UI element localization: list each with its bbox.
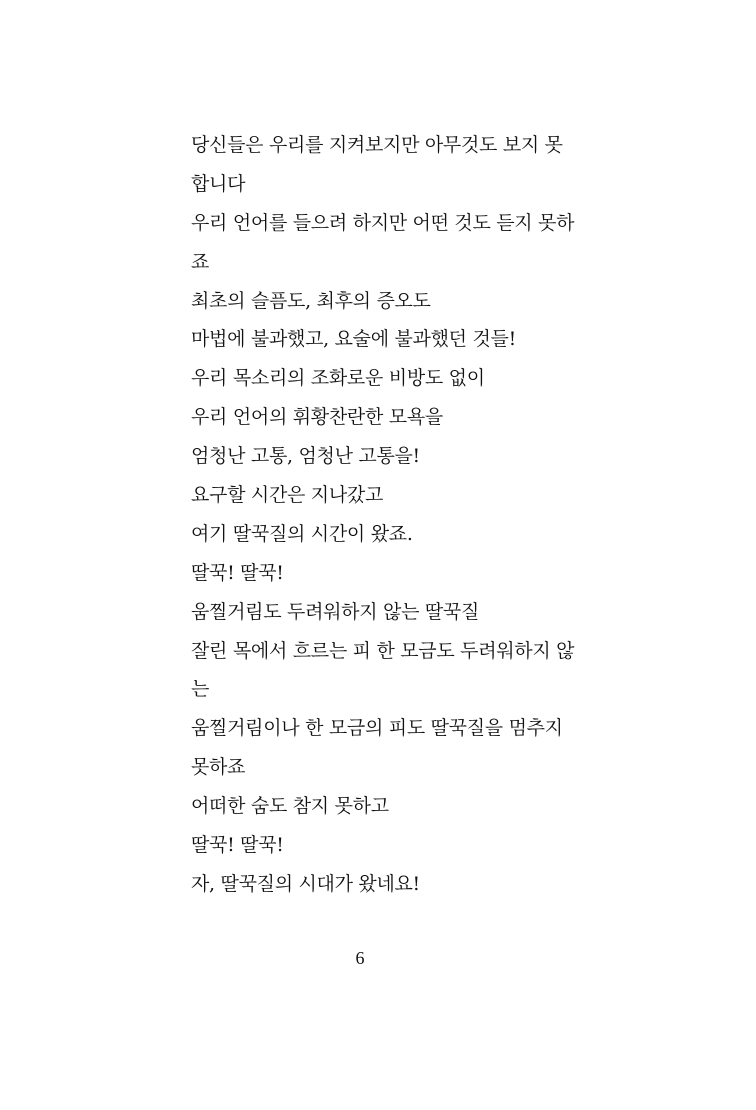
text-line: 요구할 시간은 지나갔고 (191, 484, 384, 507)
text-line: 죠 (191, 250, 210, 273)
text-line: 딸꾹! 딸꾹! (191, 834, 284, 857)
text-line: 딸꾹! 딸꾹! (191, 561, 284, 584)
text-line: 잘린 목에서 흐르는 피 한 모금도 두려워하지 않 (191, 639, 575, 662)
text-line: 당신들은 우리를 지켜보지만 아무것도 보지 못 (191, 134, 563, 156)
text-line: 합니다 (191, 172, 246, 195)
text-line: 움찔거림이나 한 모금의 피도 딸꾹질을 멈추지 (191, 717, 563, 740)
text-line: 여기 딸꾹질의 시간이 왔죠. (191, 522, 413, 545)
text-line: 우리 언어를 들으려 하지만 어떤 것도 듣지 못하 (191, 211, 575, 234)
text-line: 최초의 슬픔도, 최후의 증오도 (191, 289, 431, 312)
text-line: 어떠한 숨도 참지 못하고 (191, 795, 389, 818)
text-line: 우리 목소리의 조화로운 비방도 없이 (191, 367, 485, 390)
text-line: 우리 언어의 휘황찬란한 모욕을 (191, 406, 443, 429)
text-line: 자, 딸꾹질의 시대가 왔네요! (191, 872, 420, 895)
poem-text-block (191, 126, 596, 904)
page-number: 6 (355, 948, 365, 968)
text-line: 엄청난 고통, 엄청난 고통을! (191, 445, 420, 468)
text-line: 마법에 불과했고, 요술에 불과했던 것들! (191, 328, 516, 351)
text-line: 움찔거림도 두려워하지 않는 딸꾹질 (191, 600, 480, 623)
text-line: 는 (191, 678, 210, 701)
text-line: 못하죠 (191, 756, 246, 779)
